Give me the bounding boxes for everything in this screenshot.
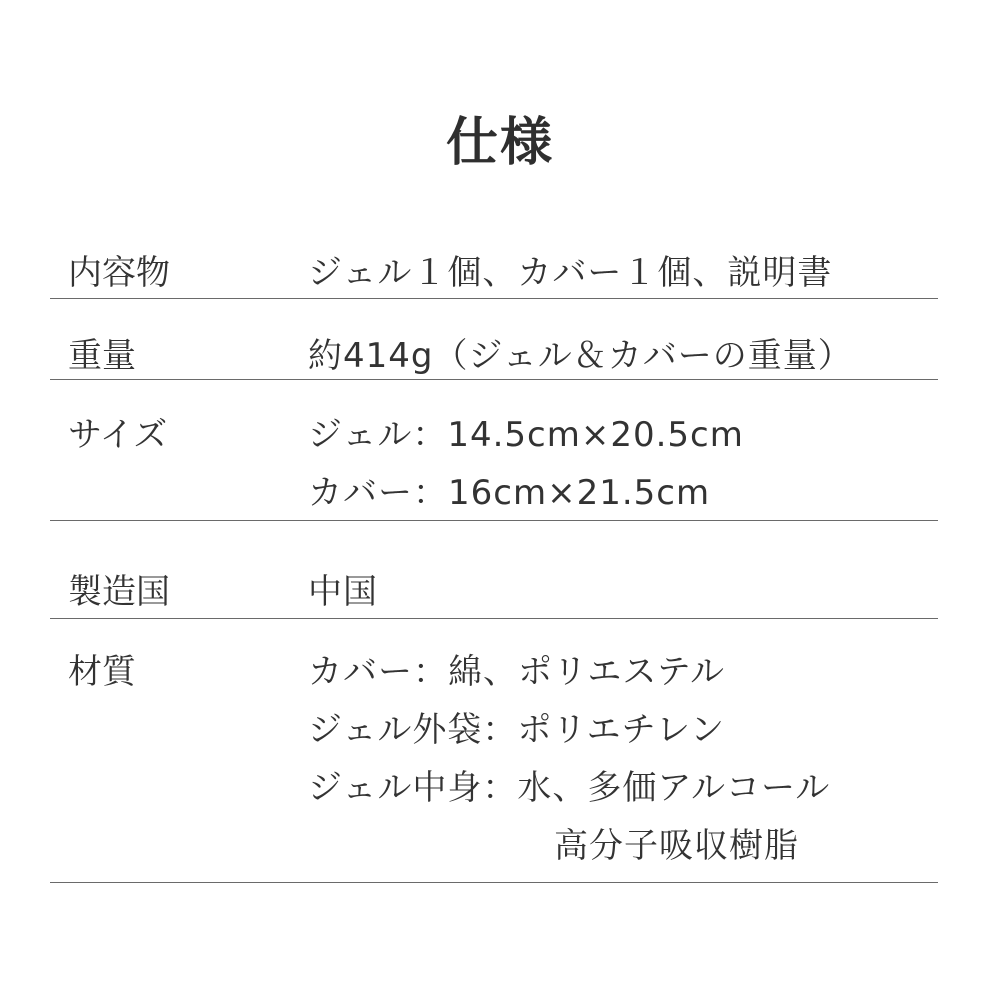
- spec-value-line: カバー：16cm×21.5cm: [308, 473, 711, 513]
- spec-label-weight: 重量: [68, 336, 136, 376]
- spec-row-size: [50, 380, 938, 521]
- spec-label-contents: 内容物: [68, 253, 170, 293]
- page-title: 仕様: [445, 113, 554, 173]
- spec-value-line: カバー：綿、ポリエステル: [308, 652, 725, 692]
- spec-label-size: サイズ: [68, 415, 168, 455]
- spec-value-contents: [308, 244, 832, 302]
- spec-value-line: ジェル外袋：ポリエチレン: [308, 710, 726, 750]
- spec-label-origin: 製造国: [68, 572, 170, 612]
- spec-value-weight: [308, 327, 853, 385]
- spec-row-weight: [50, 299, 938, 380]
- spec-value-line: ジェル中身：水、多価アルコール: [308, 768, 831, 808]
- spec-value-line: ジェル：14.5cm×20.5cm: [308, 415, 744, 455]
- spec-value-line: 約414g（ジェル＆カバーの重量）: [308, 336, 853, 376]
- spec-row-contents: [50, 240, 938, 299]
- spec-value-line: 中国: [308, 572, 378, 612]
- spec-row-material: [50, 619, 938, 883]
- spec-value-size: [308, 406, 744, 522]
- spec-value-origin: [308, 563, 378, 621]
- spec-value-material: [308, 643, 830, 875]
- spec-value-line: 高分子吸収樹脂: [554, 826, 799, 866]
- spec-label-material: 材質: [68, 652, 136, 692]
- spec-value-line: ジェル１個、カバー１個、説明書: [308, 253, 833, 293]
- spec-row-origin: [50, 521, 938, 619]
